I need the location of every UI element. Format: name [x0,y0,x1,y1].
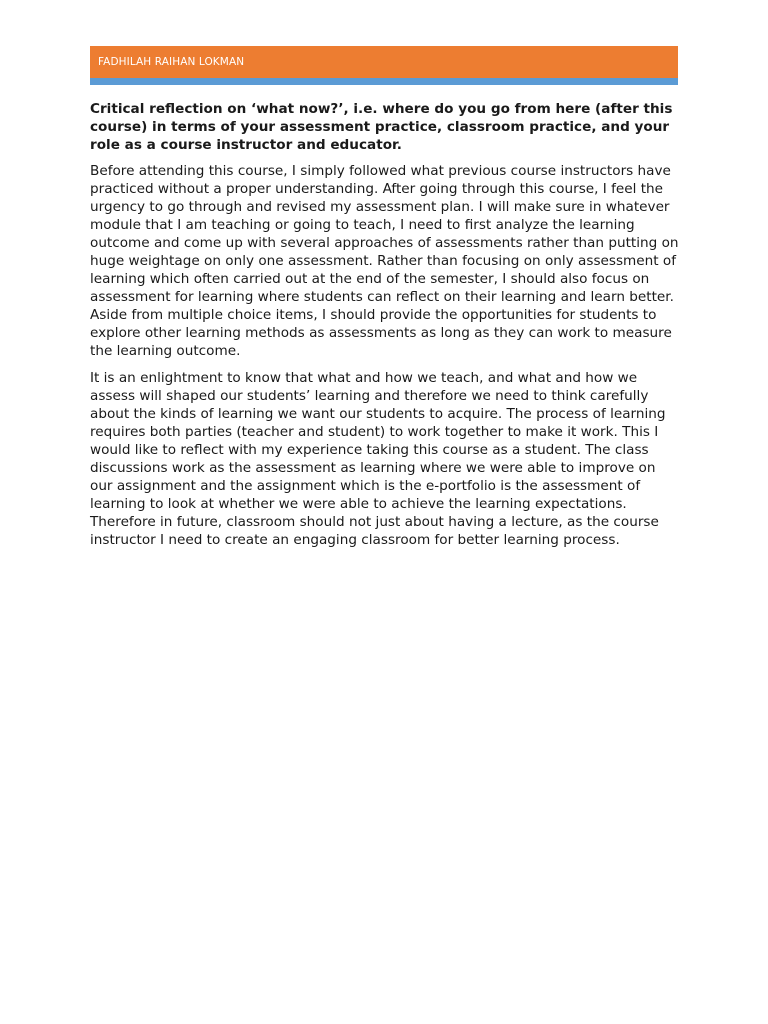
header-accent-bar [90,78,678,85]
document-body [90,100,680,558]
paragraph-1: Before attending this course, I simply followed what previous course instructors have practiced without a proper understanding. After going through this course, I feel the urgency to go through and revised my assessment plan. I will make sure in whatever module that I am teaching or going to teach, I need to first analyze the learning outcome and come up with several approaches of assessments rather than putting on huge weightage on only one assessment. Rather than focusing on only assessment of learning which often carried out at the end of the semester, I should also focus on assessment for learning where students can reflect on their learning and learn better. Aside from multiple choice items, I should provide the opportunities for students to explore other learning methods as assessments as long as they can work to measure the learning outcome. [90,163,679,359]
reflection-heading: Critical reflection on ‘what now?’, i.e. where do you go from here (after this course) in terms of your assessment practice, classroom practice, and your role as a course instructor and educator. [90,101,673,153]
header-band [90,46,678,78]
author-name: FADHILAH RAIHAN LOKMAN [98,56,245,68]
paragraph-2: It is an enlightment to know that what and how we teach, and what and how we assess will shaped our students’ learning and therefore we need to think carefully about the kinds of learning we want our students to acquire. The process of learning requires both parties (teacher and student) to work together to make it work. This I would like to reflect with my experience taking this course as a student. The class discussions work as the assessment as learning where we were able to improve on our assignment and the assignment which is the e-portfolio is the assessment of learning to look at whether we were able to achieve the learning expectations. Therefore in future, classroom should not just about having a lecture, as the course instructor I need to create an engaging classroom for better learning process. [90,370,666,548]
